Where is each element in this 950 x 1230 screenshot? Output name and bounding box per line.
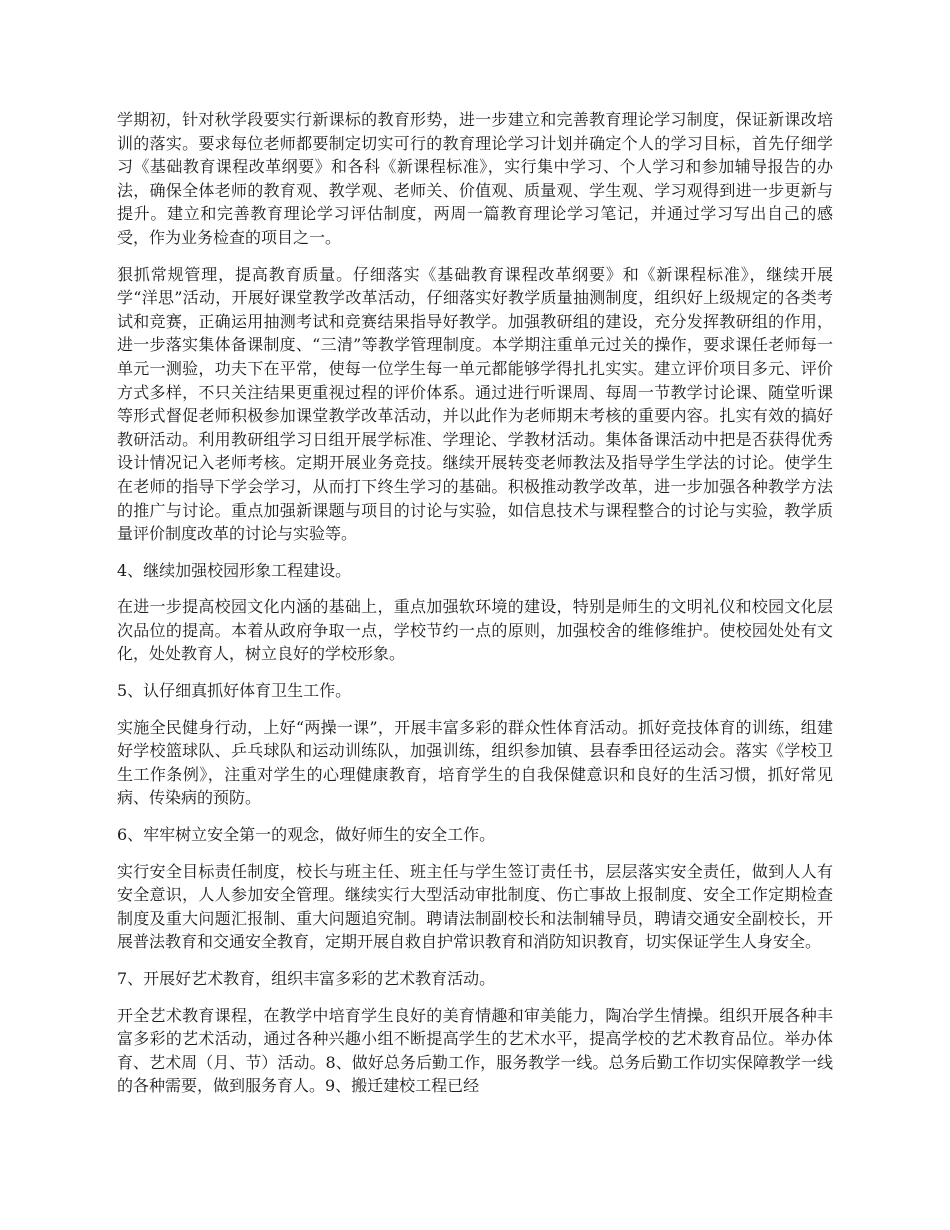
paragraph-theory-study: 学期初，针对秋学段要实行新课标的教育形势，进一步建立和完善教育理论学习制度，保证新课改培训的落实。要求每位老师都要制定切实可行的教育理论学习计划并确定个人的学习目标，首先仔细学习《基础教育课程改革纲要》和各科《新课程标准》，实行集中学习、个人学习和参加辅导报告的办法，确保全体老师的教育观、教学观、老师关、价值观、质量观、学生观、学习观得到进一步更新与提升。建立和完善教育理论学习评估制度，两周一篇教育理论学习笔记，并通过学习写出自己的感受，作为业务检查的项目之一。: [117, 110, 833, 247]
heading-sports-health: 5、认仔细真抓好体育卫生工作。: [117, 681, 352, 701]
paragraph-safety: 实行安全目标责任制度，校长与班主任、班主任与学生签订责任书，层层落实安全责任，做到人人有安全意识，人人参加安全管理。继续实行大型活动审批制度、伤亡事故上报制度、安全工作定期检查制度及重大问题汇报制、重大问题追究制。聘请法制副校长和法制辅导员，聘请交通安全副校长，开展普法教育和交通安全教育，定期开展自救自护常识教育和消防知识教育，切实保证学生人身安全。: [117, 861, 833, 952]
heading-safety: 6、牢牢树立安全第一的观念，做好师生的安全工作。: [117, 825, 496, 845]
heading-campus-image: 4、继续加强校园形象工程建设。: [117, 560, 352, 580]
paragraph-routine-management: 狠抓常规管理，提高教育质量。仔细落实《基础教育课程改革纲要》和《新课程标准》，继续开展学“洋思”活动，开展好课堂教学改革活动，仔细落实好教学质量抽测制度，组织好上级规定的各类考试和竞赛，正确运用抽测考试和竞赛结果指导好教学。加强教研组的建设，充分发挥教研组的作用，进一步落实集体备课制度、“三清”等教学管理制度。本学期注重单元过关的操作，要求课任老师每一单元一测验，功夫下在平常，使每一位学生每一单元都能够学得扎扎实实。建立评价项目多元、评价方式多样，不只关注结果更重视过程的评价体系。通过进行听课周、每周一节教学讨论课、随堂听课等形式督促老师积极参加课堂教学改革活动，并以此作为老师期末考核的重要内容。扎实有效的搞好教研活动。利用教研组学习日组开展学标准、学理论、学教材活动。集体备课活动中把是否获得优秀设计情况记入老师考核。定期开展业务竞技。继续开展转变老师教法及指导学生学法的讨论。使学生在老师的指导下学会学习，从而打下终生学习的基础。积极推动教学改革，进一步加强各种教学方法的推广与讨论。重点加强新课题与项目的讨论与实验，如信息技术与课程整合的讨论与实验，教学质量评价制度改革的讨论与实验等。: [117, 264, 833, 544]
paragraph-campus-image: 在进一步提高校园文化内涵的基础上，重点加强软环境的建设，特别是师生的文明礼仪和校园文化层次品位的提高。本着从政府争取一点，学校节约一点的原则，加强校舍的维修维护。使校园处处有文化，处处教育人，树立良好的学校形象。: [117, 597, 833, 664]
paragraph-sports-health: 实施全民健身行动，上好“两操一课”，开展丰富多彩的群众性体育活动。抓好竞技体育的训练，组建好学校篮球队、乒乓球队和运动训练队，加强训练，组织参加镇、县春季田径运动会。落实《学校卫生工作条例》，注重对学生的心理健康教育，培育学生的自我保健意识和良好的生活习惯，抓好常见病、传染病的预防。: [117, 717, 833, 808]
paragraph-arts-education: 开全艺术教育课程，在教学中培育学生良好的美育情趣和审美能力，陶冶学生情操。组织开展各种丰富多彩的艺术活动，通过各种兴趣小组不断提高学生的艺术水平，提高学校的艺术教育品位。举办体育、艺术周（月、节）活动。8、做好总务后勤工作，服务教学一线。总务后勤工作切实保障教学一线的各种需要，做到服务育人。9、搬迁建校工程已经: [117, 1005, 833, 1096]
document-page: [117, 108, 833, 1111]
heading-arts-education: 7、开展好艺术教育，组织丰富多彩的艺术教育活动。: [117, 969, 496, 988]
